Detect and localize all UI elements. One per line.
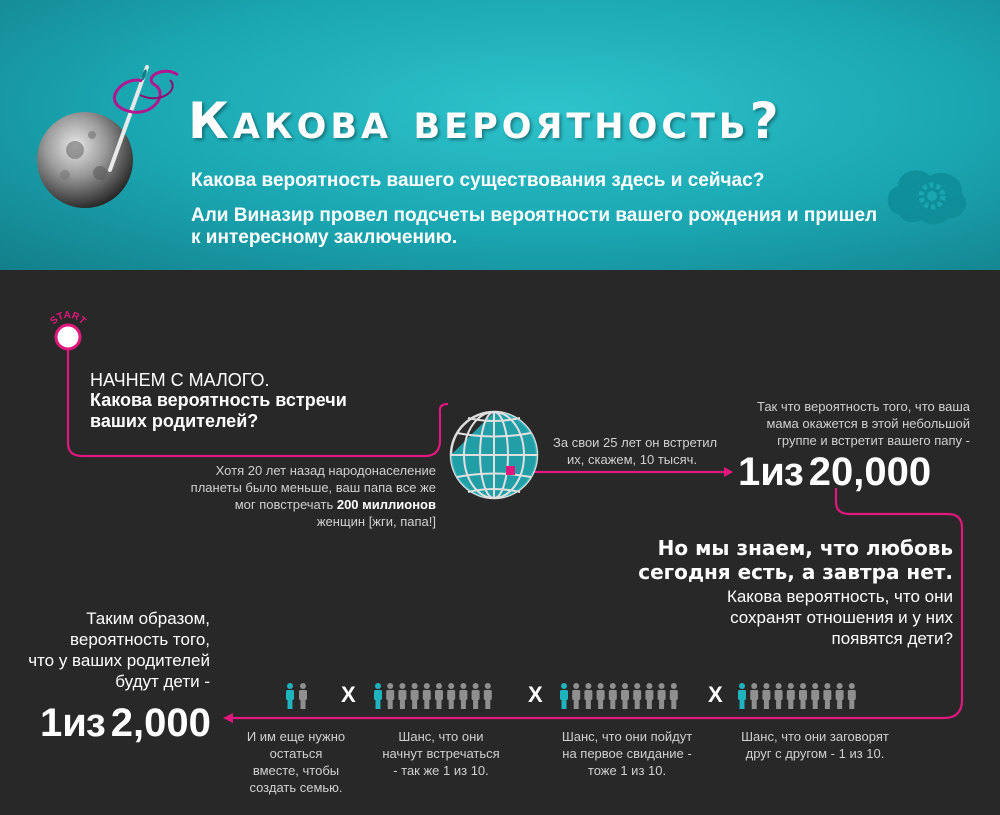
start-label: START	[48, 309, 88, 327]
person-icon	[738, 683, 746, 709]
odds-word: из	[62, 701, 105, 745]
text-line: женщин [жги, папа!]	[316, 514, 436, 529]
text-line: Шанс, что они пойдут	[561, 729, 693, 744]
person-icon	[823, 683, 831, 709]
text-line: их, скажем, 10 тысяч.	[567, 452, 698, 467]
person-icon	[484, 683, 492, 709]
text-line: будут дети -	[115, 672, 210, 691]
step1-question-line: ваших родителей?	[90, 411, 259, 431]
person-icon	[447, 683, 455, 709]
person-icon	[645, 683, 653, 709]
person-icon	[836, 683, 844, 709]
person-icon	[848, 683, 856, 709]
text-line: Какова вероятность, что они	[726, 587, 953, 606]
person-icon	[398, 683, 406, 709]
text-line: остаться	[269, 746, 323, 761]
person-icon	[299, 683, 307, 709]
chance-talk-text	[710, 728, 920, 762]
person-icon	[472, 683, 480, 709]
start-marker	[48, 310, 88, 349]
person-icon	[658, 683, 666, 709]
person-icon	[762, 683, 770, 709]
text-line: Так что вероятность того, что ваша	[756, 399, 970, 414]
person-icon	[775, 683, 783, 709]
odds-number: 20,000	[808, 450, 932, 494]
person-icon	[435, 683, 443, 709]
person-icon	[572, 683, 580, 709]
text-line: появятся дети?	[831, 629, 953, 648]
text-line: Шанс, что они	[398, 729, 484, 744]
subtitle: Какова вероятность вашего существования здесь и сейчас?	[191, 170, 765, 191]
text-line: на первое свидание -	[562, 746, 692, 761]
person-icon	[799, 683, 807, 709]
text-line: вероятность того,	[70, 630, 210, 649]
step1-population-text	[110, 462, 436, 530]
text-line: И им еще нужно	[246, 729, 346, 744]
person-icon	[750, 683, 758, 709]
highlight-number: 200 миллионов	[336, 497, 436, 512]
multiply-sign: X	[708, 682, 723, 707]
text-line: создать семью.	[249, 780, 343, 795]
text-line: сегодня есть, а завтра нет.	[638, 560, 953, 584]
person-icon	[374, 683, 382, 709]
step1-met-text	[553, 434, 717, 468]
multiply-sign: X	[341, 682, 356, 707]
globe-icon	[451, 412, 537, 498]
step3-question	[620, 586, 953, 649]
step3-bold-text	[560, 536, 953, 584]
person-icon	[560, 683, 568, 709]
text-line: Таким образом,	[86, 609, 210, 628]
text-line: сохранят отношения и у них	[730, 608, 953, 627]
person-icon	[621, 683, 629, 709]
text-line: друг с другом - 1 из 10.	[745, 746, 885, 761]
text-line: Шанс, что они заговорят	[741, 729, 889, 744]
text-line: Хотя 20 лет назад народонаселение	[215, 463, 436, 478]
person-icon	[597, 683, 605, 709]
person-icon	[670, 683, 678, 709]
text-line: мог повстречать	[234, 497, 334, 512]
chance-stay-text	[236, 728, 356, 796]
step1-heading: НАЧНЕМ С МАЛОГО.	[90, 370, 270, 390]
text-line: планеты было меньше, ваш папа все же	[190, 480, 436, 495]
odds-number: 1	[738, 450, 761, 494]
text-line: За свои 25 лет он встретил	[553, 435, 718, 450]
person-icon	[787, 683, 795, 709]
chance-date-text	[532, 728, 722, 779]
multiply-sign: X	[528, 682, 543, 707]
step1-question-line: Какова вероятность встречи	[90, 390, 347, 410]
text-line: Но мы знаем, что любовь	[657, 536, 953, 560]
person-icon	[609, 683, 617, 709]
person-icon	[411, 683, 419, 709]
step2-text	[700, 398, 970, 449]
chance-meet-text	[356, 728, 526, 779]
odds-1-in-20000	[738, 450, 931, 494]
text-line: что у ваших родителей	[28, 651, 210, 670]
person-icon	[459, 683, 467, 709]
person-icon	[811, 683, 819, 709]
page-title: Какова вероятность?	[188, 92, 783, 150]
text-line: тоже 1 из 10.	[587, 763, 667, 778]
odds-word: из	[760, 450, 803, 494]
odds-number: 1	[40, 701, 63, 745]
description: Али Виназир провел подсчеты вероятности вашего рождения и пришел к интересному заключению.	[191, 205, 878, 248]
text-line: начнут встречаться	[382, 746, 500, 761]
person-icon	[386, 683, 394, 709]
text-line: мама окажется в этой небольшой	[766, 416, 970, 431]
step1-question	[90, 390, 347, 432]
person-icon	[423, 683, 431, 709]
odds-number: 2,000	[110, 701, 211, 745]
text-line: - так же 1 из 10.	[393, 763, 489, 778]
people-icons	[286, 683, 856, 709]
odds-1-in-2000	[40, 701, 211, 745]
result-text	[10, 608, 210, 692]
text-line: вместе, чтобы	[252, 763, 340, 778]
text-line	[110, 496, 436, 513]
person-icon	[633, 683, 641, 709]
text-line: группе и встретит вашего папу -	[777, 433, 970, 448]
person-icon	[584, 683, 592, 709]
person-icon	[286, 683, 294, 709]
